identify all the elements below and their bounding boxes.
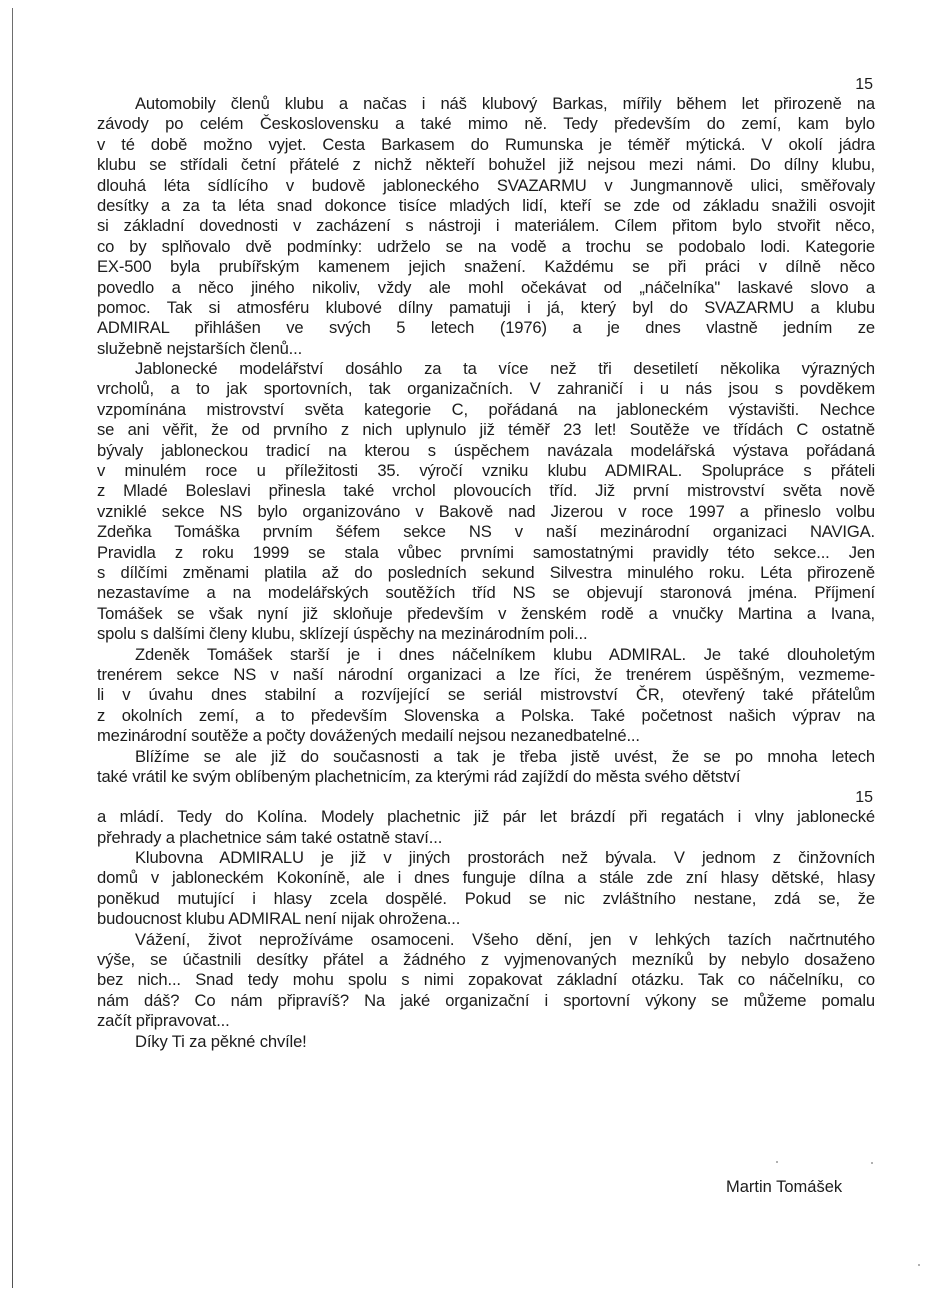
- text-line: trenérem sekce NS v naší národní organizaci a lze říci, že trenérem úspěšným, vezmeme-: [97, 664, 875, 684]
- text-line: v minulém roce u příležitosti 35. výročí vzniku klubu ADMIRAL. Spolupráce s přáteli: [97, 461, 875, 481]
- text-line: Tomášek se však nyní již skloňuje především v ženském rodě a vnučky Martina a Ivana,: [97, 603, 875, 623]
- scan-speck: [776, 1161, 778, 1163]
- text-line: Klubovna ADMIRALU je již v jiných prostorách než bývala. V jednom z činžovních: [135, 848, 875, 868]
- text-line: vzniklé sekce NS bylo organizováno v Bakově nad Jizerou v roce 1997 a přineslo volbu: [97, 501, 875, 521]
- text-line: nám dáš? Co nám připravíš? Na jaké organizační i sportovní výkony se můžeme pomalu: [97, 990, 875, 1010]
- text-line: s dílčími změnami platila až do posledních sekund Silvestra minulého roku. Léta přirozeně: [97, 562, 875, 582]
- text-line: klubu se střídali četní přátelé z nichž někteří bohužel již nejsou mezi námi. Do dílny klubu,: [97, 155, 875, 175]
- paragraph: [97, 747, 875, 788]
- text-line: Díky Ti za pěkné chvíle!: [135, 1031, 307, 1051]
- text-line: bývaly jabloneckou tradicí na kterou s úspěchem navázala modelářská výstava pořádaná: [97, 440, 875, 460]
- text-line: výše, se účastnili desítky přátel a žádného z vyjmenovaných mezníků by nebylo dosaženo: [97, 950, 875, 970]
- text-line: domů v jabloneckém Kokoníně, ale i dnes funguje dílna a stále zde zní hlasy dětské, hlasy: [97, 868, 875, 888]
- text-line: služebně nejstarších členů...: [97, 338, 303, 358]
- paragraph: [97, 807, 875, 848]
- scan-speck: [871, 1162, 873, 1164]
- text-line: co by splňovalo dvě podmínky: udrželo se na vodě a trochu se podobalo lodi. Kategorie: [97, 236, 875, 256]
- text-line: li v úvahu dnes stabilní a rozvíjející se seriál mistrovství ČR, otevřený také přátelům: [97, 685, 875, 705]
- text-line: Jablonecké modelářství dosáhlo za ta více než tři desetiletí několika výrazných: [135, 359, 875, 379]
- text-line: a mládí. Tedy do Kolína. Modely plachetnic již pár let brázdí při regatách i vlny jablonecké: [97, 807, 875, 827]
- paragraph: [97, 848, 875, 930]
- text-line: EX-500 byla prubířským kamenem jejich snažení. Každému se při práci v dílně něco: [97, 257, 875, 277]
- scan-speck: [918, 1264, 920, 1266]
- text-line: povedlo a něco jiného nikoliv, vždy ale mohl očekávat od „náčelníka" laskavé slovo a: [97, 277, 875, 297]
- text-line: závody po celém Československu a také mimo ně. Tedy především do zemí, kam bylo: [97, 114, 875, 134]
- text-line: bez nich... Snad tedy mohu spolu s nimi zopakovat základní otázku. Tak co náčelníku, co: [97, 970, 875, 990]
- text-section-before-break: [97, 94, 875, 787]
- text-line: také vrátil ke svým oblíbeným plachetnicím, za kterými rád zajíždí do města svého dětství: [97, 766, 741, 786]
- text-line: Zdeněk Tomášek starší je i dnes náčelníkem klubu ADMIRAL. Je také dlouholetým: [135, 644, 875, 664]
- text-line: vrcholů, a to jak sportovních, tak organizačních. V zahraničí i u nás jsou s povděkem: [97, 379, 875, 399]
- text-line: Automobily členů klubu a načas i náš klubový Barkas, mířily během let přirozeně na: [135, 94, 875, 113]
- paragraph: [97, 645, 875, 747]
- text-line: se ani věřit, že od prvního z nich uplynulo již téměř 23 let! Soutěže ve třídách C ostatně: [97, 420, 875, 440]
- text-line: desítky a za ta léta snad dokonce tisíce mladých lidí, kteří se zde od základu snažili osvojit: [97, 195, 875, 215]
- text-line: vzpomínána mistrovství světa kategorie C, pořádaná na jabloneckém výstavišti. Nechce: [97, 399, 875, 419]
- text-line: z Mladé Boleslavi přinesla také vrchol plovoucích tříd. Již první mistrovství světa nově: [97, 481, 875, 501]
- paragraph: [97, 1032, 875, 1052]
- text-line: pomoc. Tak si atmosféru klubové dílny pamatuji i já, který byl do SVAZARMU a klubu: [97, 297, 875, 317]
- text-line: nezastavíme a na modelářských soutěžích tříd NS se objevují staronová jména. Příjmení: [97, 583, 875, 603]
- text-line: mezinárodní soutěže a počty dovážených medailí nejsou nezanedbatelné...: [97, 726, 640, 746]
- document-page: [97, 76, 875, 1052]
- text-line: spolu s dalšími členy klubu, sklízejí úspěchy na mezinárodním poli...: [97, 624, 588, 644]
- text-line: v té době možno vyjet. Cesta Barkasem do Rumunska je téměř mýtická. V okolí jádra: [97, 134, 875, 154]
- author-signature: Martin Tomášek: [726, 1178, 843, 1196]
- text-line: budoucnost klubu ADMIRAL není nijak ohrožena...: [97, 909, 461, 929]
- text-line: Blížíme se ale již do současnosti a tak je třeba jistě uvést, že se po mnoha letech: [135, 746, 875, 766]
- page-number-top: 15: [855, 76, 873, 93]
- text-line: Zdeňka Tomáška prvním šéfem sekce NS v naší mezinárodní organizaci NAVIGA.: [97, 522, 875, 542]
- scan-binding-edge: [12, 8, 13, 1288]
- page-number-mid: 15: [855, 789, 873, 807]
- text-line: začít připravovat...: [97, 1011, 230, 1031]
- text-line: poněkud mutující i hlasy zcela dospělé. Pokud se nic zvláštního nestane, zdá se, že: [97, 888, 875, 908]
- text-line: z okolních zemí, a to především Slovenska a Polska. Také početnost našich výprav na: [97, 705, 875, 725]
- paragraph: [97, 930, 875, 1032]
- text-line: Vážení, život neprožíváme osamoceni. Všeho dění, jen v lehkých tazích načrtnutého: [135, 929, 875, 949]
- text-line: Pravidla z roku 1999 se stala vůbec prvními samostatnými pravidly této sekce... Jen: [97, 542, 875, 562]
- text-section-after-break: [97, 807, 875, 1052]
- text-line: přehrady a plachetnice sám také ostatně staví...: [97, 827, 443, 847]
- paragraph: [97, 359, 875, 644]
- text-line: dlouhá léta sídlícího v budově jabloneckého SVAZARMU v Jungmannově ulici, směřovaly: [97, 175, 875, 195]
- paragraph: [97, 94, 875, 359]
- text-line: ADMIRAL přihlášen ve svých 5 letech (1976) a je dnes vlastně jedním ze: [97, 318, 875, 338]
- text-line: si základní dovednosti v zacházení s nástroji i materiálem. Cílem přitom bylo stvořit něco,: [97, 216, 875, 236]
